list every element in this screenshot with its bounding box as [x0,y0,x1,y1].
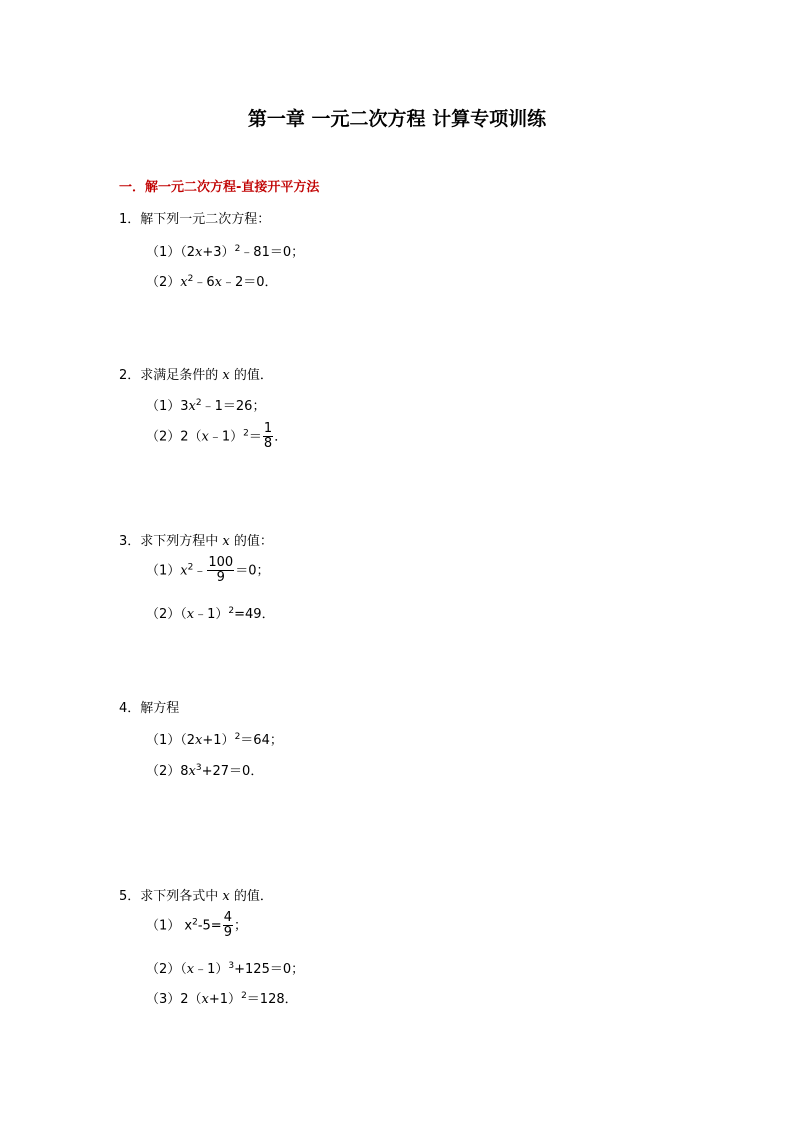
question-3-part-1: $(1)x^2﹣$ $\frac{100}{9}$ ＝0； [146,555,270,586]
fraction-four-ninths: $\frac{4}{9}$ [223,910,232,941]
fraction-one-eighth: $\frac{1}{8}$ [263,421,273,452]
question-5-part-3: $(3)2(x+1)^2=128$． [146,991,298,1007]
fraction-hundred-ninths: $\frac{100}{9}$ [208,555,234,586]
question-1-stem: 1．解下列一元二次方程： [119,212,271,227]
question-3-part-2: （2）（x﹣1）$^2$=49． [146,606,275,622]
question-2-part-2: （2）2（x﹣1）$^2$＝ $\frac{1}{8}$ ． [146,421,288,452]
question-4-part-2: $(2)8x^3+27=0$． [146,763,264,779]
section-heading: 一．解一元二次方程-直接开平方法 [119,180,320,195]
question-5-stem: 5．求下列各式中 x 的值． [119,889,273,904]
question-5-part-1: （1） $x^2-5=$ $\frac{4}{9}$ ； [146,910,247,941]
question-1-part-1: $(1)(2x+3)^2﹣81=0$； [146,244,305,260]
question-3-stem: 3．求下列方程中 x 的值： [119,534,273,549]
question-4-stem: 4．解方程 [119,701,180,716]
question-2-stem: 2．求满足条件的 x 的值． [119,368,273,383]
page-title: 第一章 一元二次方程 计算专项训练 [247,108,547,130]
question-2-part-1: $(1)3x^2﹣1=26$； [146,398,266,414]
question-4-part-1: $(1)(2x+1)^2=64$； [146,732,283,748]
question-5-part-2: （2）（x﹣1）$^3$+125＝0； [146,961,305,977]
question-1-part-2: $(2)x^2﹣6x﹣2=0$． [146,274,278,290]
